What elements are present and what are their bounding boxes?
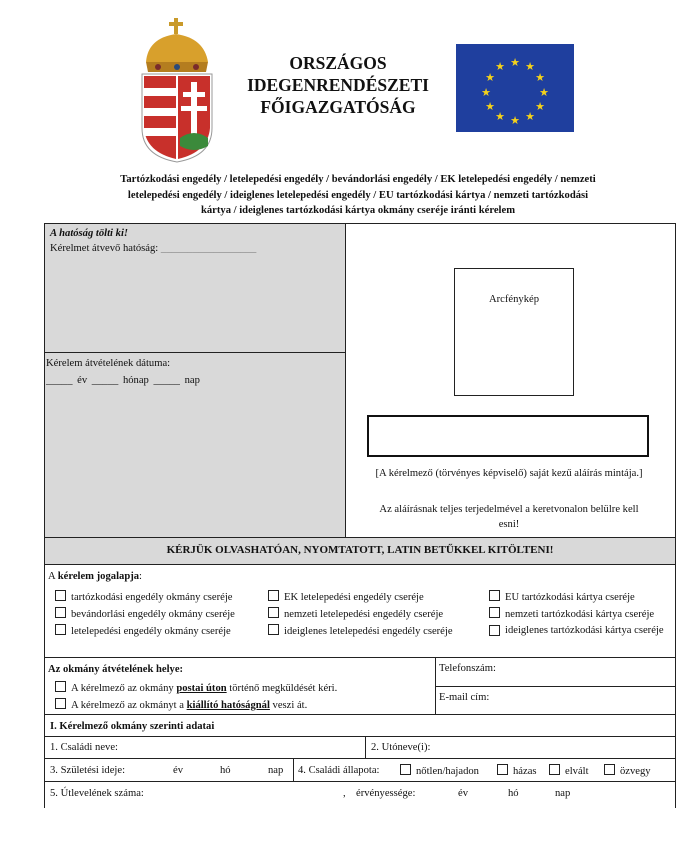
receiving-authority-field[interactable]	[50, 242, 256, 255]
birth-day-label: nap	[268, 765, 284, 776]
svg-text:★: ★	[525, 60, 535, 73]
checkbox[interactable]	[55, 607, 66, 618]
basis-option[interactable]	[268, 607, 443, 621]
checkbox[interactable]	[268, 607, 279, 618]
org-line: FŐIGAZGATÓSÁG	[260, 97, 416, 117]
signature-box[interactable]	[367, 415, 649, 457]
svg-text:★: ★	[485, 71, 495, 84]
basis-option[interactable]	[489, 590, 635, 604]
marital-option[interactable]	[549, 764, 589, 778]
validity-month-label: hó	[508, 788, 519, 799]
svg-text:★: ★	[535, 100, 545, 113]
checkbox[interactable]	[604, 764, 615, 775]
checkbox[interactable]	[489, 607, 500, 618]
day-label: nap	[184, 375, 200, 386]
checkbox[interactable]	[55, 590, 66, 601]
option-label: elvált	[565, 766, 589, 777]
option-text: A kérelmező az okmányt a	[71, 700, 187, 711]
option-label: EU tartózkodási kártya cseréje	[505, 592, 635, 603]
option-bold: postai úton	[176, 683, 227, 694]
option-label: özvegy	[620, 766, 651, 777]
month-label: hónap	[122, 375, 149, 386]
basis-option[interactable]	[489, 624, 669, 637]
month-blank: _____	[91, 375, 119, 386]
day-blank: _____	[153, 375, 180, 386]
option-label: házas	[513, 766, 537, 777]
option-text: A kérelmező az okmány	[71, 683, 177, 694]
option-label: nőtlen/hajadon	[416, 766, 479, 777]
banner-text: KÉRJÜK OLVASHATÓAN, NYOMTATOTT, LATIN BETŰKKEL KITÖLTENI!	[166, 544, 554, 556]
title-line: Tartózkodási engedély / letelepedési engedély / bevándorlási engedély / EK letelepedési engedély / nemzeti	[120, 174, 596, 185]
svg-text:★: ★	[535, 71, 545, 84]
received-date-field[interactable]	[46, 374, 200, 387]
svg-text:★: ★	[525, 110, 535, 123]
delivery-option-post[interactable]	[55, 681, 337, 695]
svg-text:★: ★	[481, 86, 491, 99]
basis-suffix: :	[139, 571, 142, 582]
comma: ,	[343, 788, 346, 799]
title-line: letelepedési engedély / ideiglenes letelepedési engedély / EU tartózkodási kártya / nemzeti tartózkodási	[127, 189, 589, 201]
basis-option[interactable]	[268, 624, 453, 638]
delivery-option-office[interactable]	[55, 698, 307, 712]
delivery-heading: Az okmány átvételének helye:	[48, 664, 184, 675]
birth-year-label: év	[173, 765, 183, 776]
option-label: ideiglenes letelepedési engedély cseréje	[284, 626, 453, 637]
option-text: veszi át.	[269, 700, 308, 711]
family-name-label: 1. Családi neve:	[50, 742, 118, 753]
basis-prefix: A	[48, 571, 56, 582]
marital-option[interactable]	[604, 764, 651, 778]
option-text: történő megküldését kéri.	[226, 683, 338, 694]
checkbox[interactable]	[489, 625, 500, 636]
option-label: bevándorlási engedély okmány cseréje	[71, 609, 235, 620]
birth-date-label: 3. Születési ideje:	[50, 765, 126, 776]
email-field[interactable]	[439, 691, 489, 704]
given-name-field[interactable]	[371, 741, 430, 754]
option-label: nemzeti letelepedési engedély cseréje	[284, 609, 444, 620]
section-1-heading: I. Kérelmező okmány szerinti adatai	[50, 721, 215, 732]
marital-status-label: 4. Családi állapota:	[298, 765, 380, 776]
checkbox[interactable]	[268, 624, 279, 635]
basis-bold: kérelem jogalapja	[57, 571, 140, 582]
checkbox[interactable]	[55, 681, 66, 692]
basis-option[interactable]	[55, 607, 235, 621]
birth-month-label: hó	[220, 765, 231, 776]
option-bold: kiállító hatóságnál	[186, 700, 270, 711]
svg-text:★: ★	[539, 86, 549, 99]
signature-caption: [A kérelmező (törvényes képviselő) saját kezű aláírás mintája.]	[375, 468, 643, 479]
checkbox[interactable]	[497, 764, 508, 775]
org-line: IDEGENRENDÉSZETI	[247, 75, 429, 95]
org-line: ORSZÁGOS	[289, 53, 387, 73]
option-label: tartózkodási engedély okmány cseréje	[71, 592, 233, 603]
checkbox[interactable]	[549, 764, 560, 775]
basis-option[interactable]	[489, 607, 654, 621]
passport-number-field[interactable]	[50, 787, 144, 800]
svg-text:★: ★	[495, 60, 505, 73]
phone-label: Telefonszám:	[439, 663, 496, 674]
svg-text:★: ★	[495, 110, 505, 123]
eu-flag-icon	[456, 44, 574, 132]
svg-text:★: ★	[510, 114, 520, 127]
option-label: ideiglenes tartózkodási kártya cseréje	[505, 625, 664, 636]
signature-note: Az aláírásnak teljes terjedelmével a keretvonalon belülre kell esni!	[379, 504, 639, 530]
birth-date-field[interactable]	[50, 764, 125, 777]
year-blank: _____	[46, 375, 73, 386]
checkbox[interactable]	[55, 624, 66, 635]
validity-field[interactable]	[356, 787, 415, 800]
checkbox[interactable]	[268, 590, 279, 601]
title-line: kártya / ideiglenes tartózkodási kártya okmány cseréje iránti kérelem	[200, 205, 516, 216]
form-title	[80, 172, 636, 219]
given-name-label: 2. Utóneve(i):	[371, 742, 431, 753]
year-label: év	[77, 375, 88, 386]
option-label: letelepedési engedély okmány cseréje	[71, 626, 231, 637]
svg-text:★: ★	[485, 100, 495, 113]
basis-option[interactable]	[55, 624, 231, 638]
receiving-authority-label: Kérelmet átvevő hatóság:	[50, 243, 159, 254]
marital-option[interactable]	[400, 764, 479, 778]
option-label: nemzeti tartózkodási kártya cseréje	[505, 609, 655, 620]
receiving-authority-blank: __________________	[160, 243, 257, 254]
photo-label: Arcfénykép	[489, 294, 539, 305]
phone-field[interactable]	[439, 662, 496, 675]
family-name-field[interactable]	[50, 741, 118, 754]
hungarian-coat-of-arms-icon	[138, 16, 218, 164]
instruction-banner	[44, 537, 676, 565]
marital-option[interactable]	[497, 764, 537, 778]
validity-label: érvényessége:	[356, 788, 416, 799]
authority-heading: A hatóság tölti ki!	[50, 228, 129, 239]
option-label: EK letelepedési engedély cseréje	[284, 592, 424, 603]
photo-box[interactable]	[454, 268, 574, 396]
checkbox[interactable]	[489, 590, 500, 601]
email-label: E-mail cím:	[439, 692, 490, 703]
received-date-label: Kérelem átvételének dátuma:	[46, 358, 171, 369]
basis-option[interactable]	[55, 590, 233, 604]
organization-name	[238, 52, 438, 118]
validity-day-label: nap	[555, 788, 571, 799]
basis-heading	[48, 570, 142, 583]
checkbox[interactable]	[400, 764, 411, 775]
basis-option[interactable]	[268, 590, 424, 604]
svg-text:★: ★	[510, 56, 520, 69]
passport-number-label: 5. Útlevelének száma:	[50, 788, 144, 799]
validity-year-label: év	[458, 788, 468, 799]
checkbox[interactable]	[55, 698, 66, 709]
